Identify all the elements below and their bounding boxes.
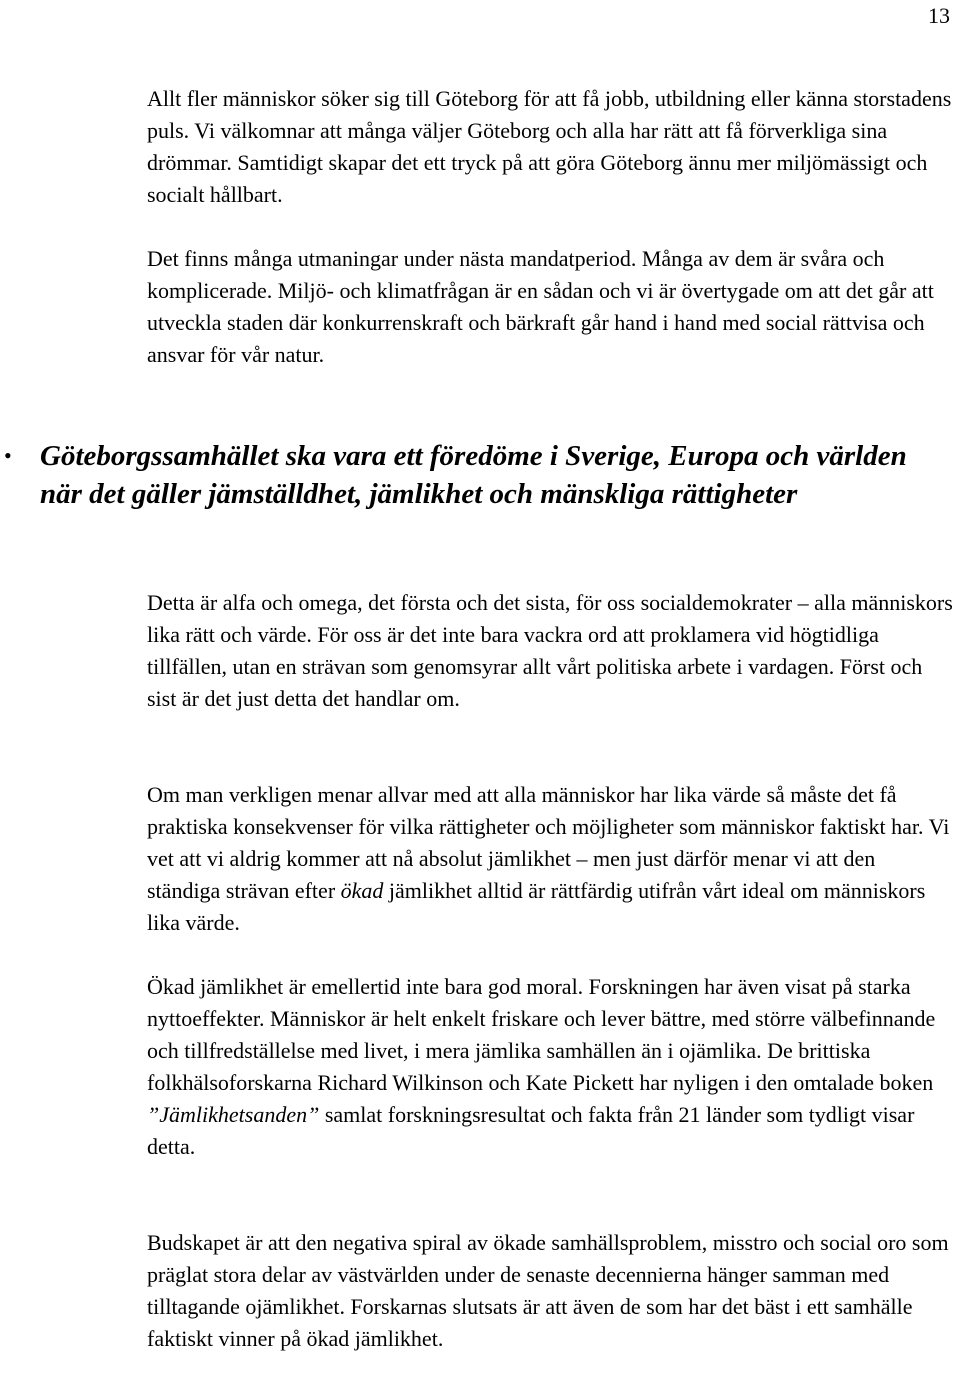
section-heading: Göteborgssamhället ska vara ett föredöme i Sverige, Europa och världen när det gäller jämställdhet, jämlikhet och mänskliga rättigheter	[40, 440, 907, 510]
paragraph-text: jämlikhet alltid är rättfärdig utifrån vårt ideal om människors lika värde.	[147, 878, 926, 935]
body-paragraph: Detta är alfa och omega, det första och det sista, för oss socialdemokrater – alla människors lika rätt och värde. För oss är det inte bara vackra ord att proklamera vid högtidliga tillfällen, utan en strävan som genomsyrar allt vårt politiska arbete i vardagen. Först och sist är det just detta det handlar om.	[147, 590, 953, 711]
body-paragraph	[147, 779, 953, 939]
bullet-icon: •	[4, 443, 12, 468]
paragraph-text: Ökad jämlikhet är emellertid inte bara god moral. Forskningen har även visat på starka nyttoeffekter. Människor är helt enkelt friskare och lever bättre, med större välbefinnande och tillfredställelse med livet, i mera jämlika samhällen än i ojämlika. De brittiska folkhälsoforskarna Richard Wilkinson och Kate Pickett har nyligen i den omtalade boken	[147, 974, 936, 1095]
emphasized-word: ökad	[340, 878, 384, 903]
body-paragraph: Budskapet är att den negativa spiral av ökade samhällsproblem, misstro och social oro som präglat stora delar av västvärlden under de senaste decennierna hänger samman med tilltagande ojämlikhet. Forskarnas slutsats är att även de som har det bäst i ett samhälle faktiskt vinner på ökad jämlikhet.	[147, 1230, 949, 1351]
body-paragraph	[147, 971, 953, 1163]
paragraph-text: Om man verkligen menar allvar med att alla människor har lika värde så måste det få praktiska konsekvenser för vilka rättigheter och möjligheter som människor faktiskt har. Vi vet att vi aldrig kommer att nå absolut jämlikhet – men just därför menar vi att den ständiga strävan efter	[147, 782, 950, 903]
paragraph-text: samlat forskningsresultat och fakta från 21 länder som tydligt visar detta.	[147, 1102, 915, 1159]
page-number: 13	[928, 3, 950, 28]
book-title: ”Jämlikhetsanden”	[147, 1102, 320, 1127]
body-paragraph: Allt fler människor söker sig till Göteborg för att få jobb, utbildning eller känna storstadens puls. Vi välkomnar att många väljer Göteborg och alla har rätt att få förverkliga sina drömmar. Samtidigt skapar det ett tryck på att göra Göteborg ännu mer miljömässigt och socialt hållbart.	[147, 86, 952, 207]
body-paragraph: Det finns många utmaningar under nästa mandatperiod. Många av dem är svåra och komplicerade. Miljö- och klimatfrågan är en sådan och vi är övertygade om att det går att utveckla staden där konkurrenskraft och bärkraft går hand i hand med social rättvisa och ansvar för vår natur.	[147, 246, 934, 367]
